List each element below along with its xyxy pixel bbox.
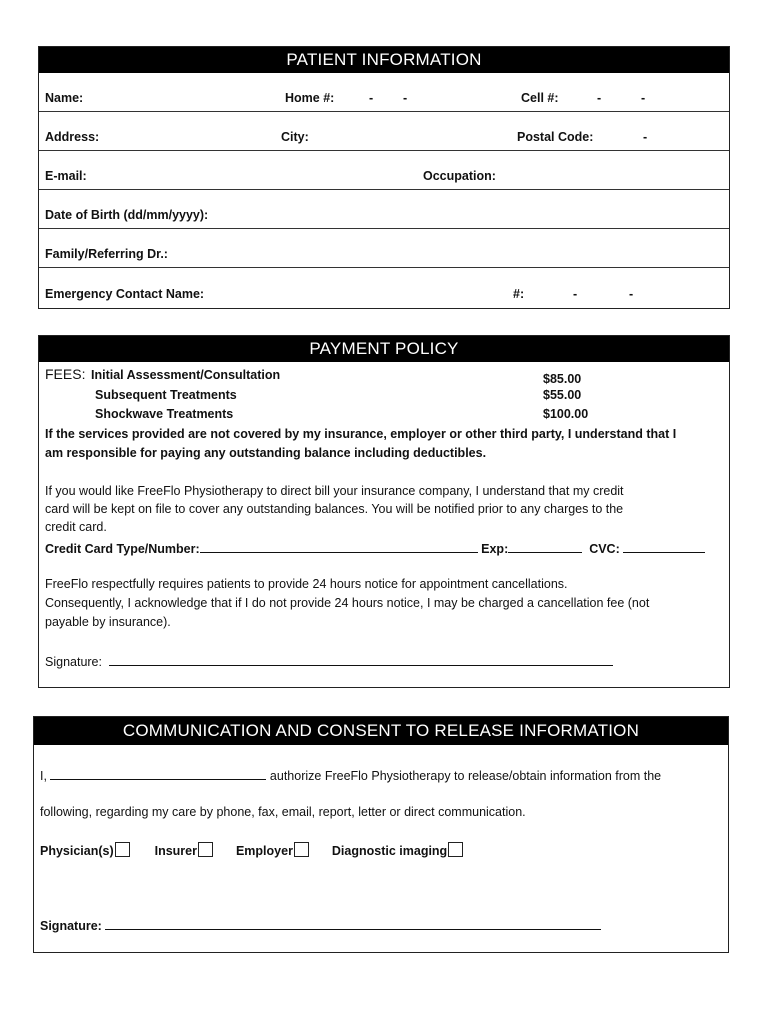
fee-initial-price: $85.00 <box>543 372 582 386</box>
payment-signature-field[interactable] <box>45 653 613 669</box>
payment-policy-title: PAYMENT POLICY <box>39 336 729 362</box>
consent-authorize-line <box>40 767 661 783</box>
consent-options <box>40 842 463 858</box>
patient-information-title: PATIENT INFORMATION <box>39 47 729 73</box>
exp-label: Exp: <box>481 542 509 556</box>
cancellation-text-line3: payable by insurance). <box>45 615 171 629</box>
email-label: E-mail: <box>45 169 87 183</box>
row-emergency <box>39 268 729 307</box>
address-label: Address: <box>45 130 100 144</box>
consent-name-line[interactable] <box>50 767 266 780</box>
insurer-label: Insurer <box>154 844 197 858</box>
cancellation-text-line2: Consequently, I acknowledge that if I do not provide 24 hours notice, I may be charged a cancellation fee (not <box>45 596 650 610</box>
insurer-checkbox[interactable] <box>198 842 213 857</box>
consent-signature-label: Signature: <box>40 919 102 933</box>
row-dob <box>39 190 729 229</box>
emergency-dash-2: - <box>629 287 634 301</box>
credit-card-line[interactable] <box>200 540 478 553</box>
physician-checkbox[interactable] <box>115 842 130 857</box>
home-dash-2: - <box>403 91 408 105</box>
emergency-phone-label: #: <box>513 287 525 301</box>
fee-subsequent-price: $55.00 <box>543 388 582 402</box>
emergency-contact-label: Emergency Contact Name: <box>45 287 205 301</box>
cell-phone-label: Cell #: <box>521 91 559 105</box>
home-dash-1: - <box>369 91 374 105</box>
direct-bill-text-line2: card will be kept on file to cover any outstanding balances. You will be notified prior to any charges to the <box>45 502 624 516</box>
credit-card-label: Credit Card Type/Number: <box>45 542 200 556</box>
fee-shockwave-label: Shockwave Treatments <box>95 407 234 421</box>
imaging-checkbox[interactable] <box>448 842 463 857</box>
physician-label: Physician(s) <box>40 844 114 858</box>
home-phone-label: Home #: <box>285 91 335 105</box>
coverage-text-line1: If the services provided are not covered by my insurance, employer or other third party, I understand that I <box>45 427 677 441</box>
credit-card-field[interactable] <box>45 540 705 556</box>
cell-dash-2: - <box>641 91 646 105</box>
payment-policy-section <box>38 335 730 688</box>
occupation-label: Occupation: <box>423 169 496 183</box>
fee-initial-label: Initial Assessment/Consultation <box>91 368 281 382</box>
fees-label: FEES: <box>45 366 86 382</box>
consent-authorize-text: authorize FreeFlo Physiotherapy to release/obtain information from the <box>269 769 662 783</box>
employer-checkbox[interactable] <box>294 842 309 857</box>
name-label: Name: <box>45 91 84 105</box>
consent-following-text: following, regarding my care by phone, fax, email, report, letter or direct communication. <box>40 805 526 819</box>
payment-signature-label: Signature: <box>45 655 102 669</box>
postal-dash: - <box>643 130 648 144</box>
patient-information-section <box>38 46 730 309</box>
consent-signature-line[interactable] <box>105 917 601 930</box>
consent-signature-field[interactable] <box>40 917 601 933</box>
imaging-label: Diagnostic imaging <box>331 844 448 858</box>
family-doctor-label: Family/Referring Dr.: <box>45 247 168 261</box>
consent-i-label: I, <box>40 769 47 783</box>
emergency-dash-1: - <box>573 287 578 301</box>
direct-bill-text-line1: If you would like FreeFlo Physiotherapy to direct bill your insurance company, I understand that my credit <box>45 484 624 498</box>
consent-section <box>33 716 729 953</box>
city-label: City: <box>281 130 309 144</box>
coverage-text-line2: am responsible for paying any outstanding balance including deductibles. <box>45 446 487 460</box>
cell-dash-1: - <box>597 91 602 105</box>
row-family-doctor <box>39 229 729 268</box>
consent-title: COMMUNICATION AND CONSENT TO RELEASE INFORMATION <box>34 717 728 745</box>
postal-code-label: Postal Code: <box>517 130 594 144</box>
fee-subsequent-label: Subsequent Treatments <box>95 388 237 402</box>
dob-label: Date of Birth (dd/mm/yyyy): <box>45 208 209 222</box>
payment-signature-line[interactable] <box>109 653 613 666</box>
employer-label: Employer <box>235 844 293 858</box>
fee-shockwave-price: $100.00 <box>543 407 589 421</box>
exp-line[interactable] <box>508 540 582 553</box>
row-name-phones <box>39 73 729 112</box>
cvc-label: CVC: <box>589 542 620 556</box>
row-address <box>39 112 729 151</box>
row-email <box>39 151 729 190</box>
cvc-line[interactable] <box>623 540 705 553</box>
cancellation-text-line1: FreeFlo respectfully requires patients to provide 24 hours notice for appointment cancellations. <box>45 577 568 591</box>
direct-bill-text-line3: credit card. <box>45 520 107 534</box>
